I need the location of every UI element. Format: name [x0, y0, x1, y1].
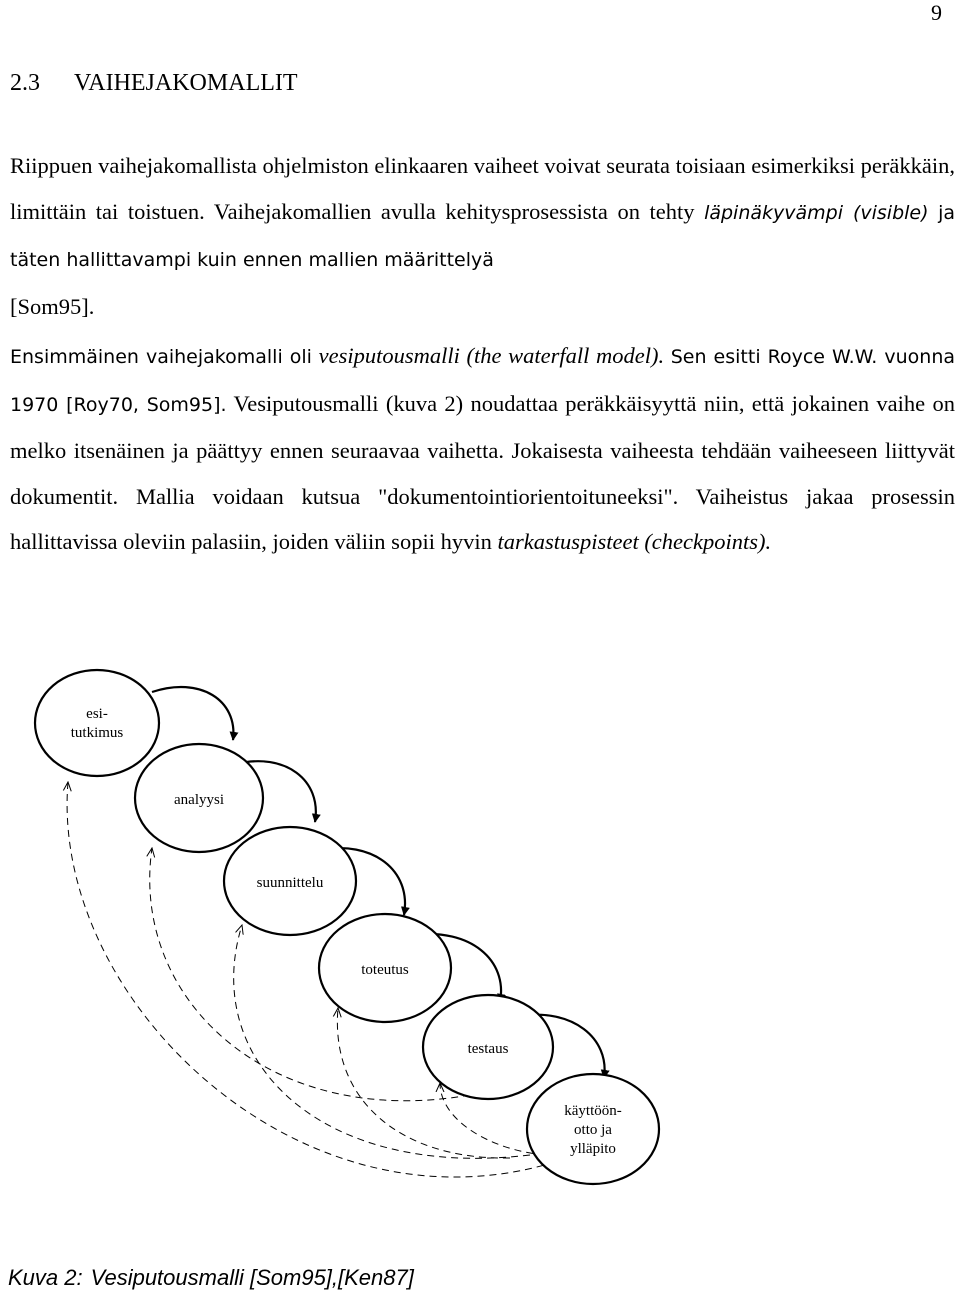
- para1-text-1: Riippuen vaihejakomallista ohjelmiston elinkaaren vaiheet voivat seurata toisiaan esimerkiksi peräkkäin, limittäin tai toistuen. Vaihejakomallien avulla kehitysprosessista on tehty: [10, 153, 955, 224]
- phase-esitutkimus: [35, 670, 159, 776]
- phase-label: analyysi: [174, 792, 224, 808]
- phase-label: testaus: [467, 1041, 509, 1057]
- para2-text-4: Mallia voidaan kutsua "dokumentointiorientoituneeksi". Vaiheistus jakaa prosessin hallittavissa oleviin palasiin, joiden väliin sopii hyvin: [10, 483, 955, 554]
- phase-toteutus: [319, 914, 451, 1022]
- phase-label: otto ja: [574, 1122, 612, 1138]
- waterfall-diagram: [0, 640, 960, 1240]
- paragraph-waterfall: [10, 333, 955, 565]
- caption-label: Kuva 2:: [8, 1265, 83, 1290]
- para2-text-1: Ensimmäinen vaihejakomalli oli: [10, 346, 312, 368]
- phase-label: esi-: [86, 706, 108, 722]
- para1-text-2: ja täten hallittavampi kuin ennen mallien määrittelyä: [10, 201, 956, 271]
- section-number: 2.3: [10, 70, 40, 96]
- phase-kayttoonotto: [527, 1074, 659, 1184]
- phase-nodes: [35, 670, 659, 1184]
- phase-label: tutkimus: [70, 725, 124, 741]
- forward-arrow-1: [152, 687, 233, 740]
- phase-analyysi: [135, 744, 263, 852]
- para2-term-waterfall: vesiputousmalli (the waterfall model).: [318, 343, 665, 368]
- phase-label: ylläpito: [570, 1141, 616, 1157]
- para2-term-checkpoints: tarkastuspisteet (checkpoints).: [497, 529, 772, 554]
- phase-label: suunnittelu: [256, 875, 324, 891]
- figure-caption: [8, 1265, 414, 1291]
- caption-text: Vesiputousmalli [Som95],[Ken87]: [90, 1265, 414, 1290]
- phase-suunnittelu: [224, 827, 356, 935]
- para1-reference: [Som95].: [10, 293, 95, 319]
- section-title: VAIHEJAKOMALLIT: [74, 70, 298, 96]
- phase-label: käyttöön-: [564, 1103, 622, 1119]
- page-number: 9: [931, 0, 942, 25]
- phase-label: toteutus: [361, 962, 409, 978]
- paragraph-intro: [10, 143, 955, 329]
- para2-text-3: Vesiputousmalli (kuva 2) noudattaa peräkkäisyyttä niin, että jokainen vaihe on melko itsenäinen ja päättyy ennen seuraavaa vaihetta. Jokaisesta vaiheesta tehdään vaiheeseen liittyvät dokumentit.: [10, 390, 955, 509]
- para2-text-2: Sen esitti Royce W.W. vuonna 1970 [Roy70, Som95].: [10, 346, 956, 416]
- section-heading: [10, 70, 298, 97]
- phase-testaus: [423, 995, 553, 1099]
- para1-term-visible: läpinäkyvämpi (visible): [704, 201, 929, 224]
